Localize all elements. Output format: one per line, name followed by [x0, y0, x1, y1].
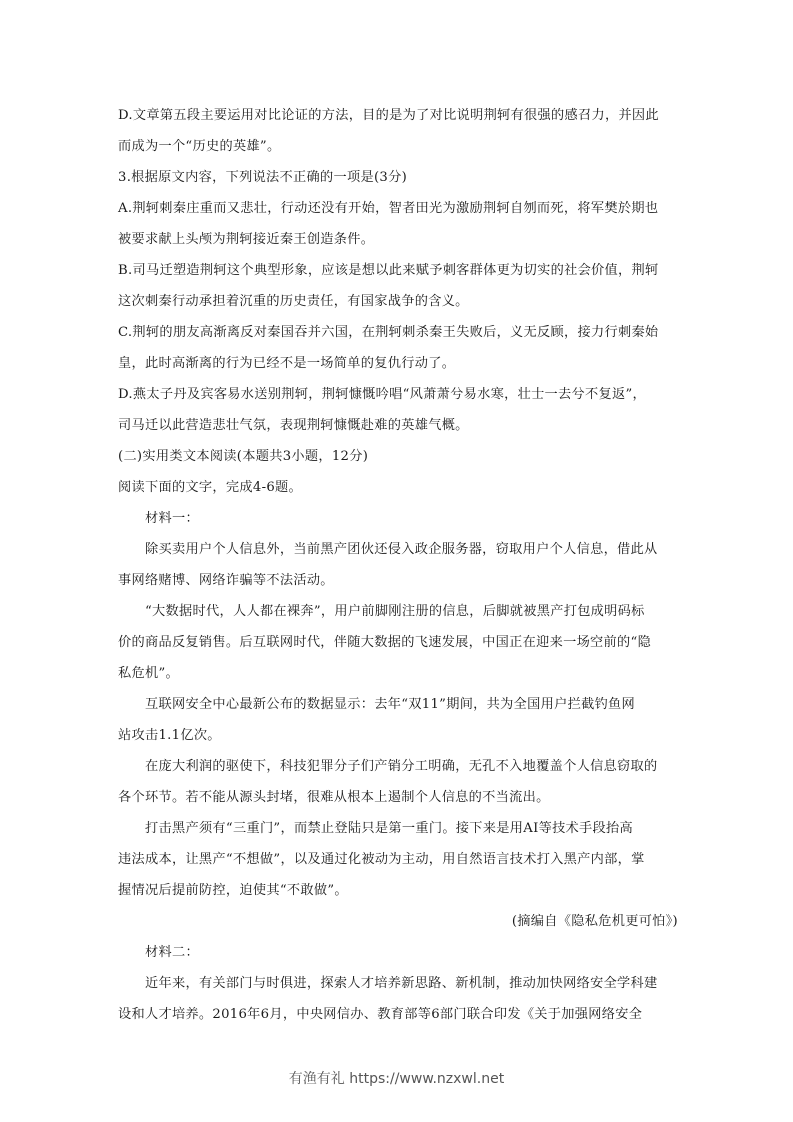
material-1-p3-line-1: 互联网安全中心最新公布的数据显示：去年“双11”期间，共为全国用户拦截钓鱼网: [145, 697, 636, 712]
material-1-p5-line-2: 违法成本，让黑产“不想做”，以及通过化被动为主动，用自然语言技术打入黑产内部，掌: [118, 852, 645, 867]
material-1-p2-line-1: “大数据时代，人人都在裸奔”，用户前脚刚注册的信息，后脚就被黑产打包成明码标: [145, 604, 645, 619]
document-page: [118, 100, 678, 1030]
section-instruction: 阅读下面的文字，完成4-6题。: [118, 480, 302, 495]
q3-option-c-line-1: C.荆轲的朋友高渐离反对秦国吞并六国，在荆轲刺杀秦王失败后，义无反顾，接力行刺秦始: [118, 325, 659, 340]
material-1-p4-line-2: 各个环节。若不能从源头封堵，很难从根本上遏制个人信息的不当流出。: [118, 790, 550, 805]
material-1-p1-line-2: 事网络赌博、网络诈骗等不法活动。: [118, 573, 334, 588]
footer-watermark: 有渔有礼 https://www.nzxwl.net: [288, 1071, 505, 1087]
material-1-label: 材料一：: [145, 511, 199, 526]
material-1-p5-line-1: 打击黑产须有“三重门”，而禁止登陆只是第一重门。接下来是用AI等技术手段抬高: [145, 821, 633, 836]
material-2-p1-line-1: 近年来，有关部门与时俱进，探索人才培养新思路、新机制，推动加快网络安全学科建: [145, 976, 658, 991]
material-1-p2-line-2: 价的商品反复销售。后互联网时代，伴随大数据的飞速发展，中国正在迎来一场空前的“隐: [118, 635, 652, 650]
material-1-p4-line-1: 在庞大利润的驱使下，科技犯罪分子们产销分工明确，无孔不入地覆盖个人信息窃取的: [145, 759, 658, 774]
q3-option-d-line-1: D.燕太子丹及宾客易水送别荆轲，荆轲慷慨吟唱“风萧萧兮易水寒，壮士一去兮不复返”，: [118, 387, 647, 402]
question-3-stem: 3.根据原文内容，下列说法不正确的一项是(3分): [118, 170, 408, 185]
material-1-source: (摘编自《隐私危机更可怕》): [511, 914, 678, 929]
material-2-label: 材料二：: [145, 945, 199, 960]
q2-option-d-line-2: 而成为一个“历史的英雄”。: [118, 139, 281, 154]
q3-option-b-line-1: B.司马迁塑造荆轲这个典型形象，应该是想以此来赋予刺客群体更为切实的社会价值，荆轲: [118, 263, 659, 278]
q3-option-d-line-2: 司马迁以此营造悲壮气氛，表现荆轲慷慨赴难的英雄气概。: [118, 418, 469, 433]
material-1-p3-line-2: 站攻击1.1亿次。: [118, 728, 221, 743]
q3-option-a-line-2: 被要求献上头颅为荆轲接近秦王创造条件。: [118, 232, 375, 247]
material-2-p1-line-2: 设和人才培养。2016年6月，中央网信办、教育部等6部门联合印发《关于加强网络安全: [118, 1007, 643, 1022]
material-1-p2-line-3: 私危机”。: [118, 666, 179, 681]
section-heading: (二)实用类文本阅读(本题共3小题，12分): [118, 449, 369, 464]
q2-option-d-line-1: D.文章第五段主要运用对比论证的方法，目的是为了对比说明荆轲有很强的感召力，并因此: [118, 108, 659, 123]
q3-option-a-line-1: A.荆轲刺秦庄重而又悲壮，行动还没有开始，智者田光为激励荆轲自刎而死，将军樊於期也: [118, 201, 659, 216]
material-1-p1-line-1: 除买卖用户个人信息外，当前黑产团伙还侵入政企服务器，窃取用户个人信息，借此从: [145, 542, 658, 557]
q3-option-c-line-2: 皇，此时高渐离的行为已经不是一场简单的复仇行动了。: [118, 356, 456, 371]
q3-option-b-line-2: 这次刺秦行动承担着沉重的历史责任，有国家战争的含义。: [118, 294, 469, 309]
material-1-p5-line-3: 握情况后提前防控，迫使其“不敢做”。: [118, 883, 348, 898]
